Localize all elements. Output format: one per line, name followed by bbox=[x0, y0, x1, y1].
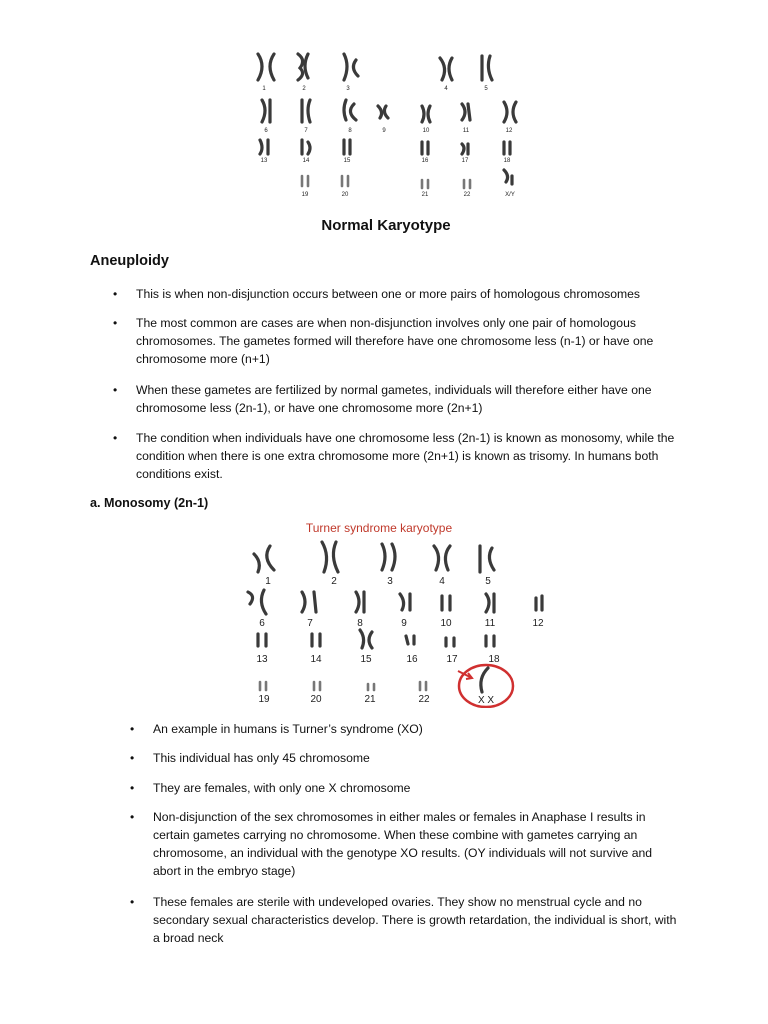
chromosome-number: 6 bbox=[264, 128, 268, 134]
chromosome-pair bbox=[260, 140, 510, 154]
bullet-icon: • bbox=[130, 751, 135, 765]
bullet-icon: • bbox=[113, 431, 118, 445]
bullet-icon: • bbox=[130, 722, 135, 736]
bullet-icon: • bbox=[130, 895, 135, 909]
chromosome-number: 20 bbox=[310, 694, 322, 705]
chromosome-number: 16 bbox=[421, 158, 429, 164]
chromosome-number: 4 bbox=[444, 86, 448, 92]
figure-title: Normal Karyotype bbox=[321, 217, 451, 234]
chromosome-number: 5 bbox=[484, 86, 488, 92]
chromosome-number: 9 bbox=[382, 128, 386, 134]
chromosome-number: 14 bbox=[302, 158, 310, 164]
chromosome-number: 2 bbox=[302, 86, 306, 92]
list-item: • These females are sterile with undeveloped ovaries. They show no menstrual cycle and no secondary sexual characteristics develop. There is growth retardation, the individual is short, with a broad neck bbox=[130, 895, 677, 945]
chromosome-pair bbox=[258, 54, 492, 80]
chromosome-pair bbox=[254, 542, 494, 572]
list-item: • Non-disjunction of the sex chromosomes in either males or females in Anaphase I results in certain gametes carrying no chromosome. When these combine with gametes carrying an chromosome, an individual with the genotype XO results. (OY individuals will not survive and abort in the embryo stage) bbox=[130, 810, 653, 878]
chromosome-pair bbox=[302, 170, 512, 188]
list-item: • This is when non-disjunction occurs between one or more pairs of homologous chromosomes bbox=[113, 287, 641, 301]
chromosome-number: 21 bbox=[421, 192, 429, 198]
bullet-icon: • bbox=[130, 781, 135, 795]
chromosome-number: 11 bbox=[462, 128, 470, 134]
bullet-icon: • bbox=[130, 810, 135, 824]
list-item: • The condition when individuals have one chromosome less (2n-1) is known as monosomy, while the condition when there is one extra chromosome more (2n+1) is known as trisomy. In humans both conditions exist. bbox=[113, 431, 675, 481]
chromosome-number: 22 bbox=[463, 192, 471, 198]
chromosome-number: 7 bbox=[304, 128, 308, 134]
chromosome-number: 3 bbox=[346, 86, 350, 92]
section-heading-aneuploidy: Aneuploidy bbox=[90, 253, 169, 269]
chromosome-pair bbox=[262, 100, 516, 122]
chromosome-number: 17 bbox=[461, 158, 469, 164]
chromosome-number: 22 bbox=[418, 694, 430, 705]
chromosome-number: 9 bbox=[401, 618, 407, 629]
chromosome-number: 12 bbox=[505, 128, 513, 134]
x-chromosome bbox=[481, 668, 488, 692]
chromosome-pair bbox=[260, 682, 426, 690]
list-item: • This individual has only 45 chromosome bbox=[130, 751, 370, 765]
bullet-icon: • bbox=[113, 287, 118, 301]
chromosome-number: 5 bbox=[485, 576, 491, 587]
chromosome-number: 18 bbox=[503, 158, 511, 164]
chromosome-number: 20 bbox=[341, 192, 349, 198]
chromosome-number: 1 bbox=[262, 86, 266, 92]
chromosome-number: 18 bbox=[488, 654, 500, 665]
chromosome-number: 19 bbox=[258, 694, 270, 705]
chromosome-number: 8 bbox=[357, 618, 363, 629]
chromosome-number: 15 bbox=[343, 158, 351, 164]
list-item: • When these gametes are fertilized by normal gametes, individuals will therefore either have one chromosome less (2n-1), or have one chromosome more (2n+1) bbox=[113, 383, 652, 415]
normal-karyotype-figure bbox=[246, 42, 522, 238]
chromosome-number: 10 bbox=[422, 128, 430, 134]
sex-chromosome-label: X X bbox=[477, 695, 495, 706]
chromosome-number: 10 bbox=[440, 618, 452, 629]
chromosome-number: 21 bbox=[364, 694, 376, 705]
chromosome-number: 12 bbox=[532, 618, 544, 629]
chromosome-number: 16 bbox=[406, 654, 418, 665]
chromosome-number: 15 bbox=[360, 654, 372, 665]
chromosome-number: 3 bbox=[387, 576, 393, 587]
section-heading-monosomy: a. Monosomy (2n-1) bbox=[90, 496, 209, 510]
chromosome-number: 4 bbox=[439, 576, 445, 587]
chromosome-number: 2 bbox=[331, 576, 337, 587]
chromosome-number: 11 bbox=[484, 618, 496, 629]
turner-karyotype-figure bbox=[236, 518, 550, 708]
list-item: • The most common are cases are when non-disjunction involves only one pair of homologous chromosomes. The gametes formed will therefore have one chromosome less (n-1) or have one chromosome more (n+1) bbox=[113, 316, 654, 366]
chromosome-number: 17 bbox=[446, 654, 458, 665]
chromosome-number: 19 bbox=[301, 192, 309, 198]
chromosome-number: 14 bbox=[310, 654, 322, 665]
chromosome-number: 6 bbox=[259, 618, 265, 629]
figure-title: Turner syndrome karyotype bbox=[305, 521, 453, 535]
chromosome-number: 8 bbox=[348, 128, 352, 134]
chromosome-number: 13 bbox=[256, 654, 268, 665]
list-item: • An example in humans is Turner’s syndrome (XO) bbox=[130, 722, 423, 736]
chromosome-number: 1 bbox=[265, 576, 271, 587]
chromosome-pair bbox=[258, 630, 494, 648]
chromosome-number: 7 bbox=[307, 618, 313, 629]
chromosome-number: 13 bbox=[260, 158, 268, 164]
list-item: • They are females, with only one X chromosome bbox=[130, 781, 411, 795]
chromosome-pair bbox=[248, 590, 542, 614]
bullet-icon: • bbox=[113, 316, 118, 330]
chromosome-number: X/Y bbox=[505, 192, 515, 198]
bullet-icon: • bbox=[113, 383, 118, 397]
